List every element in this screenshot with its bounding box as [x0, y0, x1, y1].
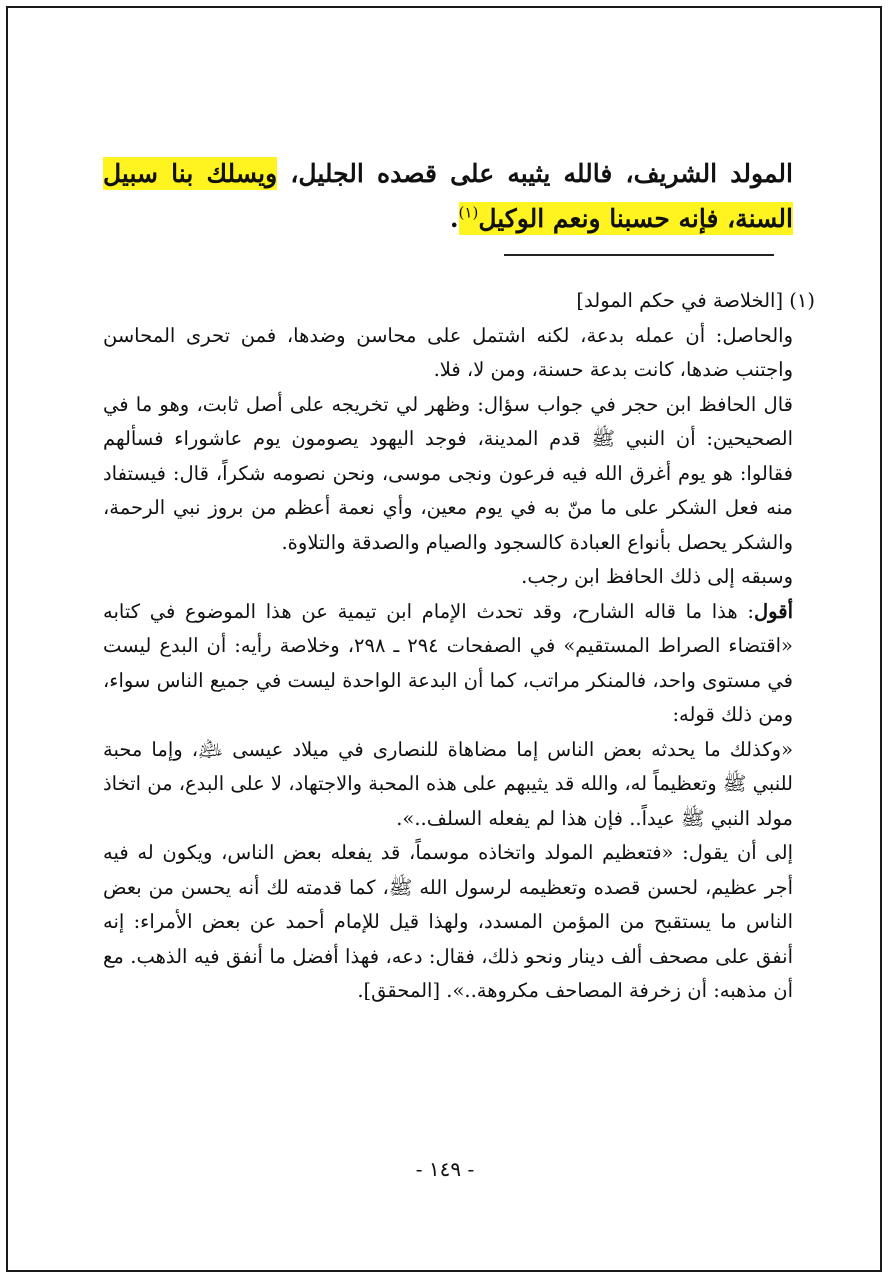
- main-text: [103, 151, 793, 241]
- aqulu-text: : هذا ما قاله الشارح، وقد تحدث الإمام ابن تيمية عن هذا الموضوع في كتابه «اقتضاء الصراط المستقيم» في الصفحات ٢٩٤ ـ ٢٩٨، وخلاصة رأيه: أن البدع ليست في مستوى واحد، فالمنكر مراتب، كما أن البدعة الواحدة ليست في جميع الناس سواء، ومن ذلك قوله:: [103, 599, 793, 726]
- footnote-heading: (١) [الخلاصة في حكم المولد]: [576, 289, 815, 312]
- highlighted-text-content: ويسلك بنا سبيل السنة، فإنه حسبنا ونعم الوكيل: [103, 159, 793, 233]
- main-paragraph: [103, 151, 793, 241]
- footnote-quote-2: إلى أن يقول: «فتعظيم المولد واتخاذه موسماً، قد يفعله بعض الناس، ويكون له فيه أجر عظيم، لحسن قصده وتعظيمه لرسول الله ﷺ، كما قدمته لك أنه يحسن من بعض الناس ما يستقبح من المؤمن المسدد، ولهذا قيل للإمام أحمد عن بعض الأمراء: إنه أنفق على مصحف ألف دينار ونحو ذلك، فقال: دعه، فهذا أفضل ما أنفق فيه الذهب. مع أن مذهبه: أن زخرفة المصاحف مكروهة..». [المحقق].: [103, 841, 793, 1002]
- footnote-reference[interactable]: (١): [458, 203, 479, 222]
- aqulu-label: أقول: [754, 599, 793, 623]
- footnote-paragraph-aqulu: [103, 595, 793, 733]
- footnote-paragraph-ibn-hajar: قال الحافظ ابن حجر في جواب سؤال: وظهر لي تخريجه على أصل ثابت، وهو ما في الصحيحين: أن النبي ﷺ قدم المدينة، فوجد اليهود يصومون يوم عاشوراء فسألهم فقالوا: هو يوم أغرق الله فيه فرعون ونجى موسى، ونحن نصومه شكراً، قال: فيستفاد منه فعل الشكر على ما منّ به في يوم معين، وأي نعمة أعظم من بروز نبي الرحمة، والشكر يحصل بأنواع العبادة كالسجود والصيام والصدقة والتلاوة.: [103, 392, 793, 554]
- footnote-quote-1: «وكذلك ما يحدثه بعض الناس إما مضاهاة للنصارى في ميلاد عيسى ﵇، وإما محبة للنبي ﷺ وتعظيماً له، والله قد يثيبهم على هذه المحبة والاجتهاد، لا على البدع، من اتخاذ مولد النبي ﷺ عيداً.. فإن هذا لم يفعله السلف..».: [103, 737, 793, 830]
- page-frame: [6, 6, 882, 1272]
- footnotes-section: [103, 284, 815, 1009]
- end-punctuation: .: [449, 204, 459, 233]
- footnote-paragraph-summary: والحاصل: أن عمله بدعة، لكنه اشتمل على محاسن وضدها، فمن تحرى المحاسن واجتنب ضدها، كانت بدعة حسنة، ومن لا، فلا.: [103, 323, 793, 381]
- page-number: - ١٤٩ -: [415, 1157, 475, 1181]
- main-text-plain: المولد الشريف، فالله يثيبه على قصده الجليل،: [277, 159, 793, 188]
- footnote-separator: [504, 254, 774, 256]
- footnote-paragraph-ibn-rajab: وسبقه إلى ذلك الحافظ ابن رجب.: [521, 565, 793, 588]
